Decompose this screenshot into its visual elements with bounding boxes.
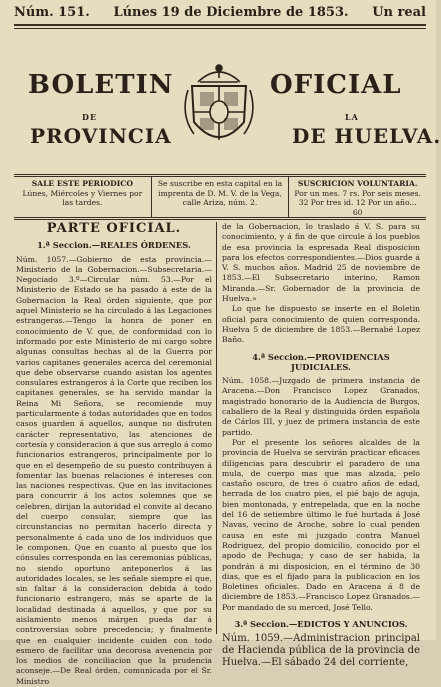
royal-coat-of-arms-icon (178, 60, 260, 156)
article-1059: Núm. 1059.—Administracion principal de Hacienda pública de la provincia de Huelva.—El sábado 24 del corriente, (222, 633, 420, 669)
title-provincia: PROVINCIA (30, 124, 172, 148)
article-1057-continued: de la Gobernacion, lo traslado á V. S. para su conocimiento, y á fin de que circule á los pueblos de esa provincia la espresada Real disposicion para los efectos correspondientes.—Dios guarde á V. S. muchos años. Madrid 25 de noviembre de 1853.—El Subsecretario interino, Ramon Miranda.—Sr. Gobernador de la provincia de Huelva.» (222, 222, 420, 304)
title-boletin: BOLETIN (28, 70, 174, 100)
top-rule (14, 24, 426, 26)
issue-number: Núm. 151. (14, 4, 90, 20)
article-1057-footer: Lo que he dispuesto se inserte en el Boletin oficial para conocimiento de quien corresponda. Huelva 5 de diciembre de 1853.—Bernabé Lopez Baño. (222, 304, 420, 345)
article-1057: Núm. 1057.—Gobierno de esta provincia.—Ministerio de la Gobernacion.—Subsecretaria.—Negociado 3.º—Circular núm. 53.—Por el Ministerio de Estado se ha pasado á este de la Gobernacion la Real órden siguiente, que por aquel Ministerio se ha circulado á las Legaciones estrangeras.—Tengo la honra de poner en conocimiento de V. que, de conformidad con lo informado por este Ministerio de mi cargo sobre algunas consultas hechas al de la Guerra por varios capitanes generales acerca del ceremonial que debe observarse cuando asistan los agentes consulares estrangeros á la Corte que reciben los capitanes generales, se ha servido mandar la Reina Mi Señora, se recomiende muy particularmente á todas autoridades que en todos casos guarden á aquellos, aunque no disfruten carácter representativo, las atenciones de cortesía y consideracion á que sus arreglo á como funcionarios estrangeros, principalmente por lo que en el desempeño de su puesto contribuyen á fomentar las buenas relaciones é intereses con las naciones respectivas. Que en las invitaciones para concurrir á los actos solemnes que se celebren, dirijan la autoridad el convite al decano del cuerpo consular, siempre que las circunstancias no permitan hacerlo directa y personalmente á cada uno de los individuos que le componen. Que en cuanto al puesto que los cónsules corresponda en las ceremonias públicas, no siendo oportuno anteponerlos á las autoridades locales, se les señale siempre el que, sin faltar á la consideracion debida á todo funcionario estrangero, más se aparte de la localidad destinada á aquellos, y que por su aislamiento menos márgen pueda dar á controversias sobre precedencia; y finalmente que en cualquier incidente cuiden con todo esmero de facilitar una decorosa avenencia por los medios de conciliacion que la prudencia aconseje.—De Real órden, comunicada por el Sr. Ministro (16, 254, 212, 686)
section-edictos-anuncios-heading: 3.ª Seccion.—EDICTOS Y ANUNCIOS. (234, 618, 408, 629)
section-reales-ordenes-heading: 1.ª Seccion.—REALES ÓRDENES. (37, 240, 191, 251)
masthead-topline (14, 2, 426, 22)
issue-price: Un real (372, 4, 426, 20)
title-la: LA (345, 112, 359, 122)
subscription-location: Se suscribe en esta capital en la imprenta de D. M. V. de la Vega, calle Ariza, núm. 2. (152, 177, 290, 217)
article-1058-body: Por el presente los señores alcaldes de la provincia de Huelva se servirán practicar eficaces diligencias para descubrir el paradero de una mula, de cuerpo mas que mas alzada, pelo castaño oscuro, de tres ó cuatro años de edad, herrada de los cuatro pies, el pié bajo de aguja, bien montonada, y entrepelada, que en la noche del 16 de setiembre último le fué hurtada á José Navas, vecino de Aroche, sobre lo cual penden causa en este mi juzgado contra Manuel Rodriguez, del propio domicilio, conocido por el apodo de Pechuga; y caso de ser habida, la pondrán á mi disposicion, en el término de 30 dias, que es el fijado para la publicacion en los Boletines oficiales. Dado en Aracena á 8 de diciembre de 1853.—Francisco Lopez Granados.—Por mandado de su merced, José Tello. (222, 437, 420, 612)
article-1058-header: Núm. 1058.—Juzgado de primera instancia de Aracena.—Don Francisco Lopez Granados, magistrado honorario de la Audiencia de Burgos, caballero de la Real y distinguida órden española de Cárlos III, y juez de primera instancia de este partido. (222, 376, 420, 437)
title-de: DE (82, 112, 98, 122)
subscription-prices: SUSCRICION VOLUNTARIA. Por un mes. 7 rs. Por seis meses. 32 Por tres id. 12 Por un año... 60 (294, 179, 421, 217)
publication-schedule: SALE ESTE PERIODICO Lúnes, Miércoles y Viernes por las tardes. (14, 177, 152, 217)
parte-oficial-heading: PARTE OFICIAL. (46, 221, 182, 236)
top-rule-thin (14, 28, 426, 29)
section-providencias-judiciales-heading: 4.ª Seccion.—PROVIDENCIAS JUDICIALES. (252, 351, 390, 372)
issue-date: Lúnes 19 de Diciembre de 1853. (113, 4, 349, 20)
column-divider (216, 222, 217, 634)
right-column (222, 222, 420, 669)
subscription-info-band (14, 174, 426, 220)
title-oficial: OFICIAL (270, 70, 402, 100)
left-column (16, 221, 212, 686)
title-de-huelva: DE HUELVA. (292, 124, 441, 148)
